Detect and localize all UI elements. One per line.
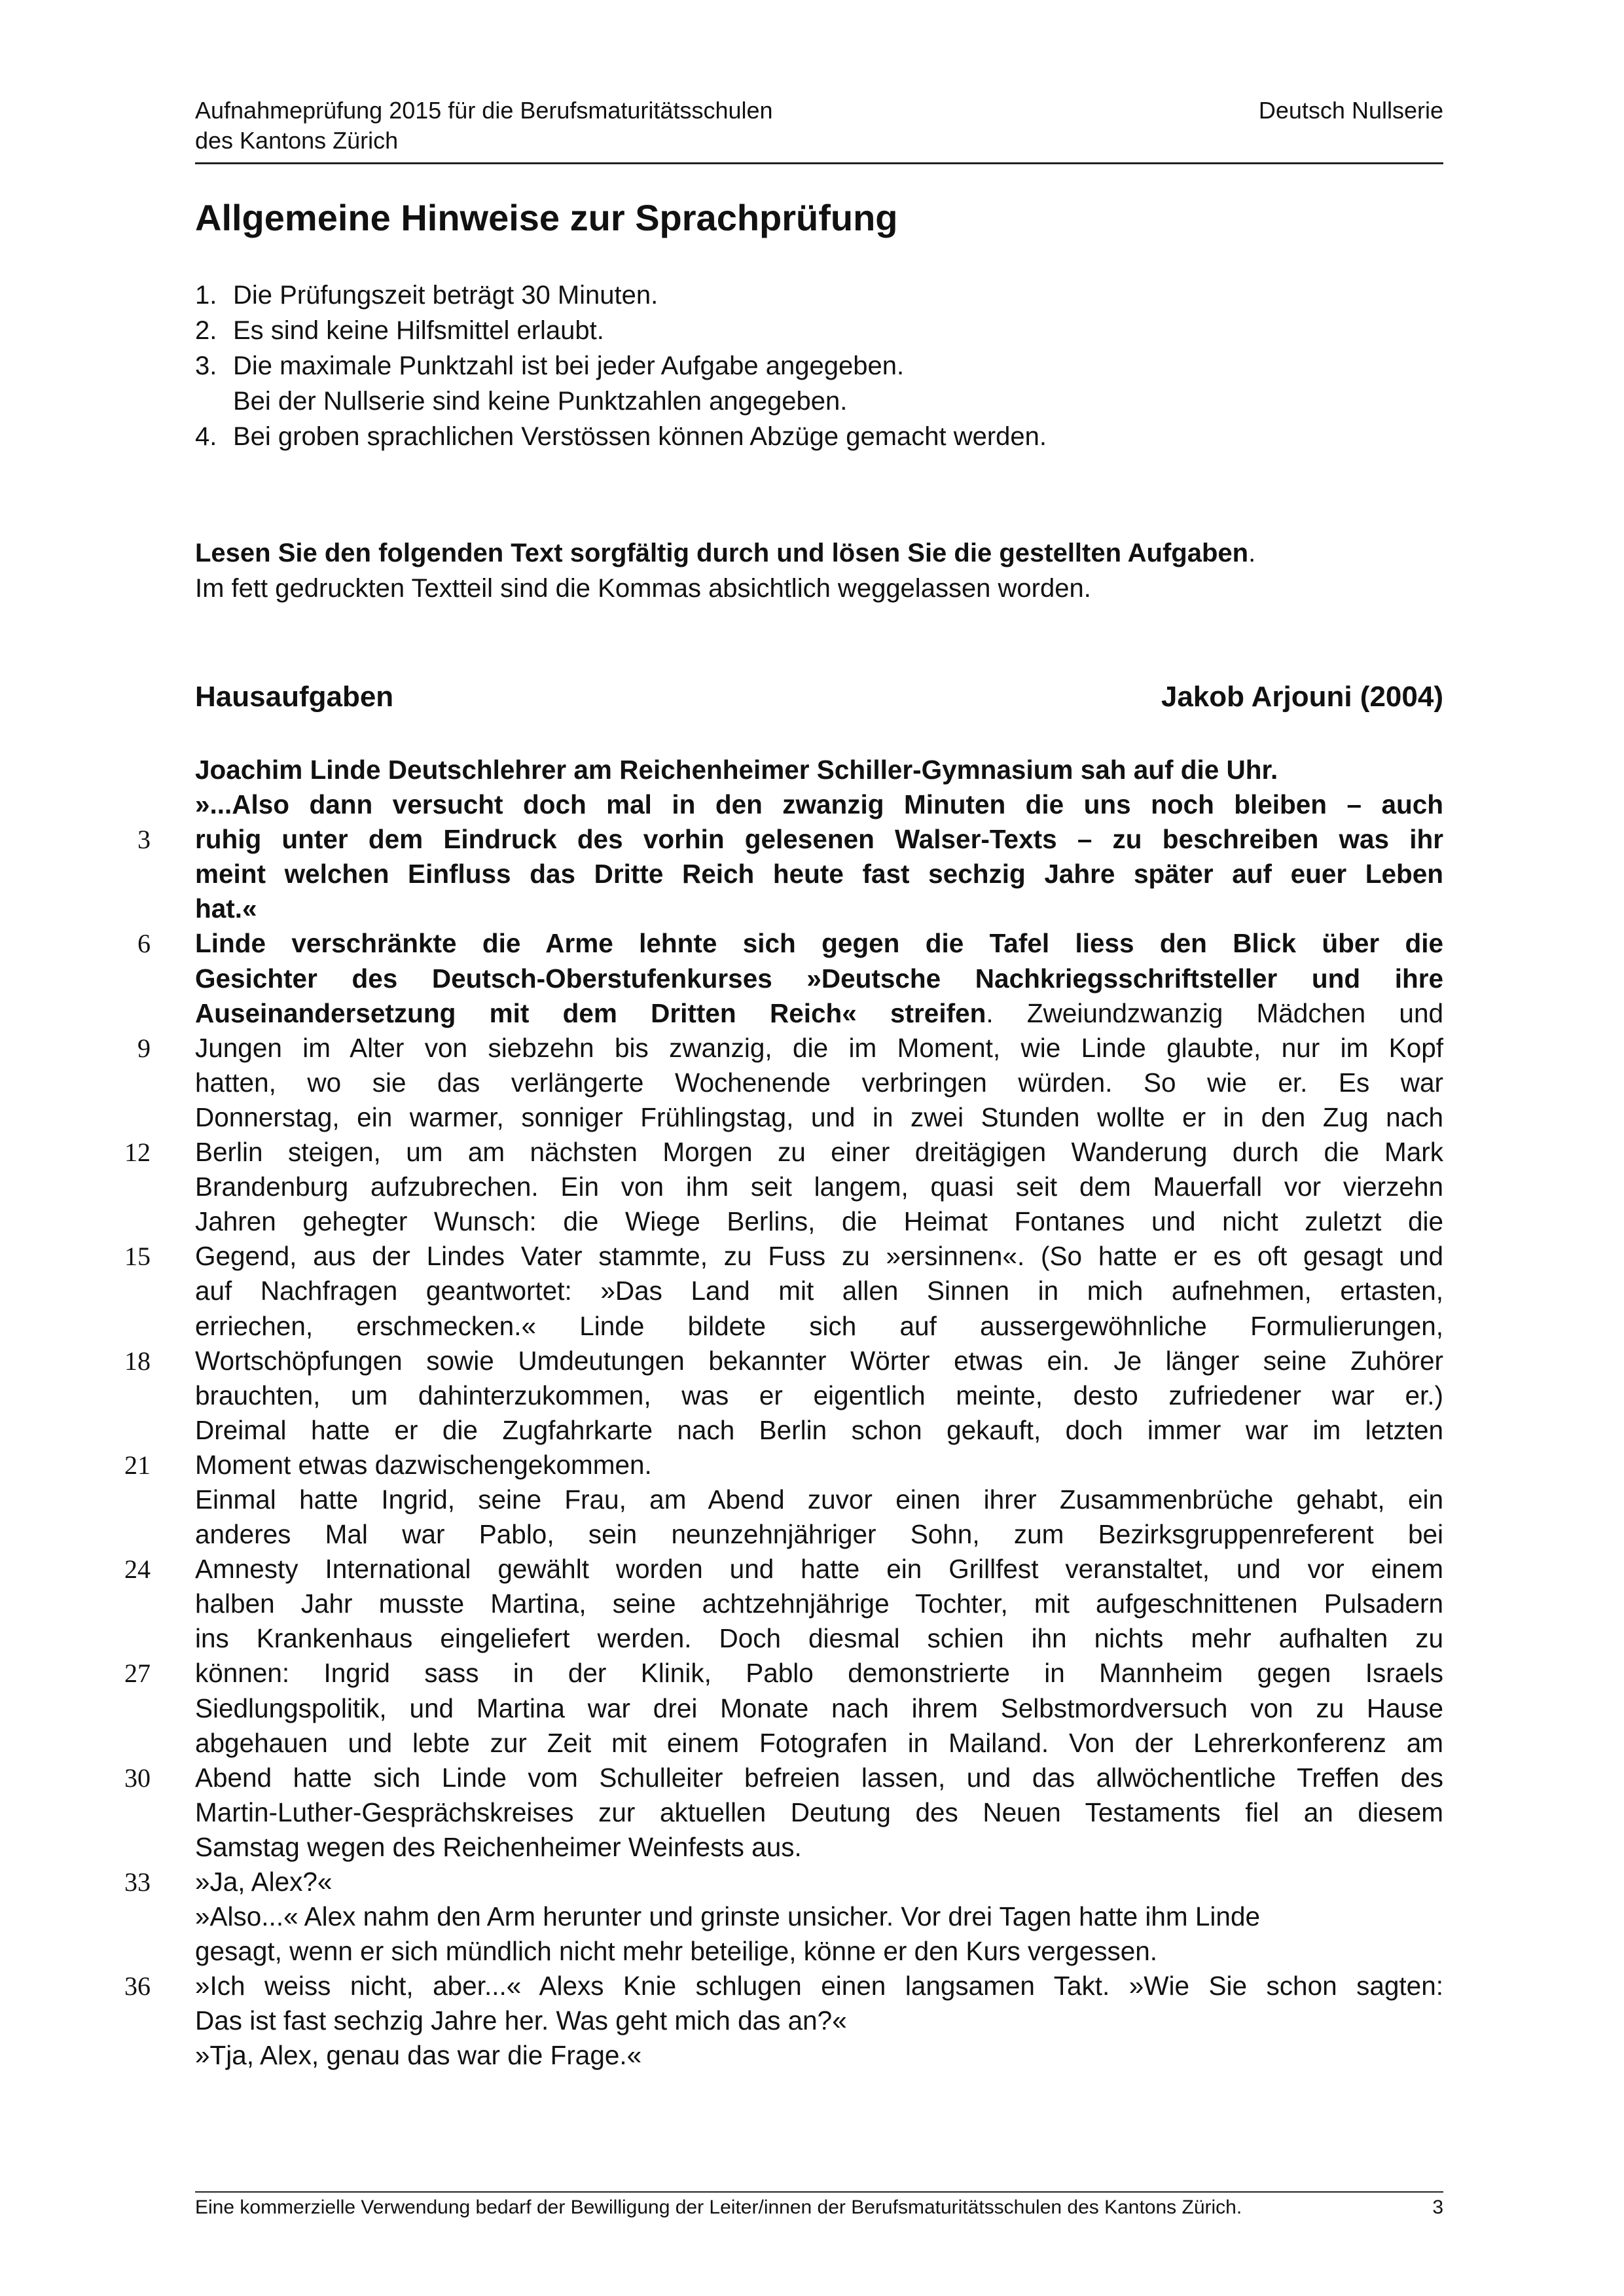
plain-text: halben Jahr musste Martina, seine achtzehnjährige Tochter, mit aufgeschnittenen Pulsadern: [195, 1588, 1443, 1619]
rule-number: 3.: [195, 351, 217, 380]
plain-text: Jungen im Alter von siebzehn bis zwanzig, die im Moment, wie Linde glaubte, nur im Kopf: [195, 1032, 1443, 1063]
text-line: [195, 1413, 1443, 1448]
bold-text: hat.«: [195, 893, 257, 924]
text-line: [195, 1726, 1443, 1761]
rule-number: 1.: [195, 281, 217, 310]
line-text: [195, 1100, 1443, 1135]
plain-text: »Ich weiss nicht, aber...« Alexs Knie schlugen einen langsamen Takt. »Wie Sie schon sagten:: [195, 1971, 1443, 2001]
bold-text: »...Also dann versucht doch mal in den zwanzig Minuten die uns noch bleiben – auch: [195, 789, 1443, 820]
text-line: [124, 1135, 1443, 1170]
line-number: 27: [124, 1659, 151, 1689]
line-number: 21: [124, 1450, 151, 1480]
text-line: [195, 996, 1443, 1031]
text-line: [195, 1274, 1443, 1308]
rule-item: [195, 278, 1047, 313]
plain-text: gesagt, wenn er sich mündlich nicht mehr beteilige, könne er den Kurs vergessen.: [195, 1936, 1158, 1967]
rule-text: Die Prüfungszeit beträgt 30 Minuten.: [233, 281, 659, 310]
text-line: [137, 1031, 1443, 1066]
plain-text: Dreimal hatte er die Zugfahrkarte nach Berlin schon gekauft, doch immer war im letzten: [195, 1414, 1443, 1445]
story-text: [124, 753, 1443, 2073]
line-text: [195, 1066, 1443, 1100]
header-divider: [195, 162, 1443, 164]
line-text: [195, 1726, 1443, 1761]
plain-text: »Ja, Alex?«: [195, 1867, 333, 1897]
text-line: [124, 1969, 1443, 2003]
text-line: [124, 1239, 1443, 1274]
bold-text: Joachim Linde Deutschlehrer am Reichenheimer Schiller-Gymnasium sah auf die Uhr.: [195, 755, 1278, 785]
plain-text: hatten, wo sie das verlängerte Wochenende verbringen würden. So wie er. Es war: [195, 1067, 1443, 1098]
plain-text: Wortschöpfungen sowie Umdeutungen bekannter Wörter etwas ein. Je länger seine Zuhörer: [195, 1345, 1443, 1376]
line-number: 18: [124, 1346, 151, 1376]
text-line: [195, 1066, 1443, 1100]
line-text: [195, 1621, 1443, 1656]
line-text: [195, 1934, 1443, 1969]
footer-divider: [195, 2191, 1443, 2193]
text-line: [195, 1830, 1443, 1865]
plain-text: Gegend, aus der Lindes Vater stammte, zu Fuss zu »ersinnen«. (So hatte er es oft gesagt und: [195, 1241, 1443, 1272]
plain-text: Donnerstag, ein warmer, sonniger Frühlingstag, und in zwei Stunden wollte er in den Zug nach: [195, 1102, 1443, 1132]
line-text: [195, 926, 1443, 961]
line-text: [195, 1239, 1443, 1274]
text-line: [195, 2003, 1443, 2038]
rule-number: 4.: [195, 422, 217, 451]
text-line: [195, 787, 1443, 822]
text-line: [195, 1899, 1443, 1934]
line-text: [195, 1899, 1443, 1934]
line-text: [195, 961, 1443, 996]
plain-text: Abend hatte sich Linde vom Schulleiter befreien lassen, und das allwöchentliche Treffen des: [195, 1762, 1443, 1793]
plain-text: Einmal hatte Ingrid, seine Frau, am Abend zuvor einen ihrer Zusammenbrüche gehabt, ein: [195, 1484, 1443, 1515]
line-text: [195, 1204, 1443, 1239]
line-number: 6: [137, 929, 151, 959]
line-text: [195, 753, 1443, 787]
line-text: [195, 1448, 1443, 1482]
plain-text: Amnesty International gewählt worden und hatte ein Grillfest veranstaltet, und vor einem: [195, 1554, 1443, 1585]
page-footer: [195, 2197, 1443, 2219]
text-line: [195, 857, 1443, 891]
instruction-bold: Lesen Sie den folgenden Text sorgfältig durch und lösen Sie die gestellten Aufgaben: [195, 539, 1249, 567]
text-line: [124, 1761, 1443, 1795]
text-line: [195, 753, 1443, 787]
line-number: 33: [124, 1867, 151, 1897]
text-line: [195, 2038, 1443, 2073]
header-canton: des Kantons Zürich: [195, 127, 399, 154]
instruction-note: Im fett gedruckten Textteil sind die Kommas absichtlich weggelassen worden.: [195, 574, 1091, 603]
rule-item: [195, 348, 1047, 384]
line-text: [195, 1274, 1443, 1308]
text-line: [195, 1691, 1443, 1726]
line-text: [195, 1170, 1443, 1204]
rule-text: Die maximale Punktzahl ist bei jeder Aufgabe angegeben.: [233, 351, 905, 380]
bold-text: Auseinandersetzung mit dem Dritten Reich« streifen: [195, 997, 986, 1028]
bold-text: Linde verschränkte die Arme lehnte sich gegen die Tafel liess den Blick über die: [195, 928, 1443, 959]
plain-text: Brandenburg aufzubrechen. Ein von ihm seit langem, quasi seit dem Mauerfall vor vierzehn: [195, 1172, 1443, 1202]
line-text: [195, 1656, 1443, 1691]
line-text: [195, 2038, 1443, 2073]
line-text: [195, 822, 1443, 857]
plain-text: . Zweiundzwanzig Mädchen und: [986, 997, 1443, 1028]
line-number: 36: [124, 1971, 151, 2001]
plain-text: Siedlungspolitik, und Martina war drei Monate nach ihrem Selbstmordversuch von zu Hause: [195, 1693, 1443, 1723]
line-text: [195, 1552, 1443, 1587]
page-title: Allgemeine Hinweise zur Sprachprüfung: [195, 197, 898, 238]
line-text: [195, 891, 1443, 926]
text-line: [195, 891, 1443, 926]
line-text: [195, 2003, 1443, 2038]
header-exam-title: Aufnahmeprüfung 2015 für die Berufsmaturitätsschulen: [195, 97, 773, 124]
rule-text: Es sind keine Hilfsmittel erlaubt.: [233, 316, 604, 345]
page-number: 3: [1432, 2197, 1443, 2218]
bold-text: Gesichter des Deutsch-Oberstufenkurses »Deutsche Nachkriegsschriftsteller und ihre: [195, 963, 1443, 994]
rule-item: [195, 313, 1047, 348]
line-number: 24: [124, 1554, 151, 1585]
line-text: [195, 1795, 1443, 1830]
text-line: [195, 1482, 1443, 1517]
line-text: [195, 1691, 1443, 1726]
line-number: 9: [137, 1033, 151, 1063]
text-line: [124, 1552, 1443, 1587]
plain-text: ins Krankenhaus eingeliefert werden. Doch diesmal schien ihn nichts mehr aufhalten zu: [195, 1623, 1443, 1654]
rules-list: [195, 278, 1047, 454]
text-line: [195, 1517, 1443, 1552]
plain-text: Berlin steigen, um am nächsten Morgen zu einer dreitägigen Wanderung durch die Mark: [195, 1137, 1443, 1168]
text-line: [195, 1378, 1443, 1413]
instruction-period: .: [1248, 539, 1256, 567]
text-line: [195, 961, 1443, 996]
text-line: [195, 1100, 1443, 1135]
bold-text: meint welchen Einfluss das Dritte Reich heute fast sechzig Jahre später auf euer Leben: [195, 859, 1443, 889]
line-text: [195, 1344, 1443, 1378]
text-line: [195, 1934, 1443, 1969]
line-text: [195, 1761, 1443, 1795]
line-text: [195, 1830, 1443, 1865]
footer-notice: Eine kommerzielle Verwendung bedarf der Bewilligung der Leiter/innen der Berufsmaturitätsschulen des Kantons Zürich.: [195, 2197, 1242, 2218]
instructions: [195, 535, 1255, 606]
line-text: [195, 1969, 1443, 2003]
line-text: [195, 1135, 1443, 1170]
plain-text: erriechen, erschmecken.« Linde bildete sich auf aussergewöhnliche Formulierungen,: [195, 1310, 1443, 1341]
story-heading: [195, 681, 1443, 713]
story-author: Jakob Arjouni (2004): [1161, 681, 1443, 713]
text-line: [137, 926, 1443, 961]
bold-text: ruhig unter dem Eindruck des vorhin gelesenen Walser-Texts – zu beschreiben was ihr: [195, 824, 1443, 855]
header-subject: Deutsch Nullserie: [1258, 97, 1443, 124]
plain-text: anderes Mal war Pablo, sein neunzehnjähriger Sohn, zum Bezirksgruppenreferent bei: [195, 1519, 1443, 1550]
text-line: [195, 1170, 1443, 1204]
line-text: [195, 1309, 1443, 1344]
text-line: [137, 822, 1443, 857]
rule-continuation: Bei der Nullserie sind keine Punktzahlen angegeben.: [233, 387, 848, 416]
line-text: [195, 1031, 1443, 1066]
rule-number: 2.: [195, 316, 217, 345]
plain-text: »Tja, Alex, genau das war die Frage.«: [195, 2040, 642, 2071]
plain-text: Moment etwas dazwischengekommen.: [195, 1449, 652, 1480]
line-text: [195, 996, 1443, 1031]
line-number: 3: [137, 825, 151, 855]
line-text: [195, 1482, 1443, 1517]
text-line: [124, 1448, 1443, 1482]
text-line: [124, 1865, 1443, 1899]
plain-text: brauchten, um dahinterzukommen, was er eigentlich meinte, desto zufriedener war er.): [195, 1380, 1443, 1410]
line-text: [195, 1413, 1443, 1448]
text-line: [195, 1309, 1443, 1344]
line-text: [195, 1517, 1443, 1552]
line-text: [195, 1378, 1443, 1413]
story-title: Hausaufgaben: [195, 681, 394, 713]
rule-item: [195, 419, 1047, 454]
plain-text: Martin-Luther-Gesprächskreises zur aktuellen Deutung des Neuen Testaments fiel an diesem: [195, 1797, 1443, 1827]
line-number: 30: [124, 1763, 151, 1793]
line-text: [195, 1865, 1443, 1899]
text-line: [195, 1795, 1443, 1830]
plain-text: Jahren gehegter Wunsch: die Wiege Berlins, die Heimat Fontanes und nicht zuletzt die: [195, 1206, 1443, 1237]
text-line: [124, 1344, 1443, 1378]
plain-text: abgehauen und lebte zur Zeit mit einem Fotografen in Mailand. Von der Lehrerkonferenz am: [195, 1727, 1443, 1758]
text-line: [195, 1587, 1443, 1621]
plain-text: auf Nachfragen geantwortet: »Das Land mit allen Sinnen in mich aufnehmen, ertasten,: [195, 1276, 1443, 1306]
line-text: [195, 1587, 1443, 1621]
text-line: [195, 1621, 1443, 1656]
line-text: [195, 857, 1443, 891]
line-number: 12: [124, 1138, 151, 1168]
plain-text: »Also...« Alex nahm den Arm herunter und grinste unsicher. Vor drei Tagen hatte ihm Linde: [195, 1901, 1261, 1932]
text-line: [195, 1204, 1443, 1239]
header-left: [195, 96, 773, 156]
rule-text: Bei groben sprachlichen Verstössen können Abzüge gemacht werden.: [233, 422, 1047, 451]
line-number: 15: [124, 1242, 151, 1272]
plain-text: Das ist fast sechzig Jahre her. Was geht mich das an?«: [195, 2005, 847, 2036]
line-text: [195, 787, 1443, 822]
text-line: [124, 1656, 1443, 1691]
plain-text: Samstag wegen des Reichenheimer Weinfests aus.: [195, 1831, 802, 1862]
plain-text: können: Ingrid sass in der Klinik, Pablo demonstrierte in Mannheim gegen Israels: [195, 1658, 1443, 1689]
